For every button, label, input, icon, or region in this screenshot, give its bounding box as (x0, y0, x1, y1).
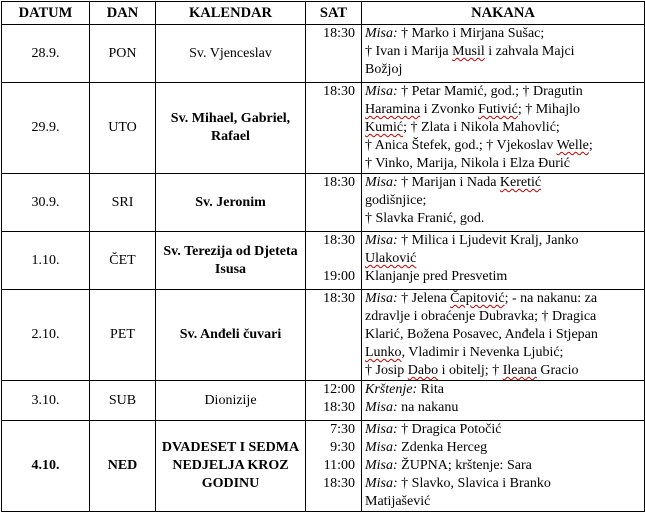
nakana-line (365, 137, 642, 155)
mass-time: 18:30 (323, 476, 355, 491)
schedule-body (2, 25, 645, 512)
service-label: Misa: (365, 458, 398, 473)
nakana-line (365, 439, 642, 457)
nakana-line (365, 25, 642, 43)
sat-cell (306, 290, 362, 381)
mass-time: 11:00 (323, 458, 355, 473)
intention-text: ; - na nakanu: za (504, 291, 598, 306)
nakana-cell (362, 174, 645, 232)
header-row (2, 2, 645, 25)
sat-cell (306, 25, 362, 83)
intention-text: ; † Mihajlo (517, 102, 581, 117)
intention-text: Zdenka Herceg (397, 440, 488, 455)
header-kalendar: KALENDAR (156, 2, 306, 25)
intention-text: Klanjanje pred Presvetim (365, 269, 508, 284)
datum-cell: 3.10. (2, 381, 90, 421)
nakana-line (365, 268, 642, 286)
header-sat: SAT (306, 2, 362, 25)
service-label: Misa: (365, 233, 398, 248)
kalendar-cell: Sv. Terezija od Djeteta Isusa (156, 232, 306, 290)
intention-text: Božjoj (365, 62, 403, 77)
nakana-cell (362, 290, 645, 381)
table-row (2, 421, 645, 512)
nakana-line (365, 326, 642, 344)
dan-cell: PON (90, 25, 156, 83)
sat-cell (306, 83, 362, 174)
datum-cell: 1.10. (2, 232, 90, 290)
intention-text: † Vinko, Marija, Nikola i Elza Đurić (365, 156, 570, 171)
intention-text: ; (588, 138, 593, 153)
table-row (2, 83, 645, 174)
service-label: Misa: (365, 175, 398, 190)
header-dan: DAN (90, 2, 156, 25)
mass-time (309, 250, 355, 268)
table-row (2, 381, 645, 421)
nakana-line (365, 344, 642, 362)
nakana-cell (362, 232, 645, 290)
datum-cell: 2.10. (2, 290, 90, 381)
header-datum: DATUM (2, 2, 90, 25)
dan-cell: SRI (90, 174, 156, 232)
kalendar-cell: Sv. Mihael, Gabriel, Rafael (156, 83, 306, 174)
mass-time: 9:30 (330, 440, 355, 455)
header-nakana: NAKANA (362, 2, 645, 25)
table-row (2, 25, 645, 83)
service-label: Misa: (365, 440, 398, 455)
intention-text: i zahvala Majci (484, 44, 575, 59)
nakana-line (365, 61, 642, 79)
nakana-line (365, 43, 642, 61)
kalendar-cell: Sv. Jeronim (156, 174, 306, 232)
nakana-line (365, 83, 642, 101)
nakana-line (365, 308, 642, 326)
mass-time: 12:00 (323, 382, 355, 397)
intention-text: Welle (556, 138, 589, 153)
dan-cell: NED (90, 421, 156, 512)
intention-text: Čapitović (450, 291, 505, 306)
intention-text: † Slavka Franić, god. (365, 211, 485, 226)
mass-time: 19:00 (323, 269, 355, 284)
mass-time: 18:30 (323, 175, 355, 190)
nakana-line (365, 362, 642, 380)
datum-cell: 30.9. (2, 174, 90, 232)
dan-cell: UTO (90, 83, 156, 174)
sat-cell (306, 381, 362, 421)
dan-cell: PET (90, 290, 156, 381)
kalendar-cell: Sv. Anđeli čuvari (156, 290, 306, 381)
datum-cell: 4.10. (2, 421, 90, 512)
service-label: Misa: (365, 400, 398, 415)
intention-text: na nakanu (397, 400, 459, 415)
nakana-line (365, 174, 642, 192)
intention-text: i Zvonko (420, 102, 479, 117)
nakana-line (365, 192, 642, 210)
intention-text: † Marko i Mirjana Sušac; (397, 26, 545, 41)
sat-cell (306, 174, 362, 232)
service-label: Krštenje: (365, 382, 418, 397)
mass-time: 18:30 (323, 26, 355, 41)
kalendar-cell: Dionizije (156, 381, 306, 421)
intention-text: † Ivan i Marija (365, 44, 453, 59)
nakana-cell (362, 381, 645, 421)
intention-text: ; † Zlata i Nikola Mahovlić; (403, 120, 560, 135)
intention-text: Keretić (499, 175, 542, 190)
intention-text: zdravlje i obraćenje Dubravka; † Dragica (365, 309, 597, 324)
intention-text: , Vladimir i Nevenka Ljubić; (401, 345, 564, 360)
nakana-line (365, 493, 642, 511)
mass-time: 18:30 (323, 400, 355, 415)
nakana-cell (362, 25, 645, 83)
nakana-line (365, 381, 642, 399)
service-label: Misa: (365, 476, 398, 491)
sat-cell (306, 421, 362, 512)
mass-time: 18:30 (323, 291, 355, 306)
nakana-line (365, 119, 642, 137)
kalendar-cell: Sv. Vjenceslav (156, 25, 306, 83)
service-label: Misa: (365, 291, 398, 306)
mass-time: 18:30 (323, 84, 355, 99)
intention-text: † Marijan i Nada (397, 175, 500, 190)
dan-cell: ČET (90, 232, 156, 290)
intention-text: Ileana (502, 363, 537, 378)
mass-time: 7:30 (330, 422, 355, 437)
table-row (2, 232, 645, 290)
mass-time: 18:30 (323, 233, 355, 248)
nakana-line (365, 457, 642, 475)
intention-text: Kumić (365, 120, 404, 135)
datum-cell: 28.9. (2, 25, 90, 83)
intention-text: Rita (417, 382, 444, 397)
mass-schedule-table (1, 1, 645, 512)
intention-text: Gracio (536, 363, 579, 378)
intention-text: Matijašević (365, 494, 431, 509)
service-label: Misa: (365, 84, 398, 99)
nakana-line (365, 210, 642, 228)
intention-text: Lunko (365, 345, 402, 360)
nakana-line (365, 250, 642, 268)
intention-text: Dabo (407, 363, 439, 378)
nakana-line (365, 155, 642, 173)
table-row (2, 290, 645, 381)
kalendar-cell: DVADESET I SEDMA NEDJELJA KROZ GODINU (156, 421, 306, 512)
nakana-line (365, 475, 642, 493)
table-row (2, 174, 645, 232)
intention-text: † Anica Štefek, god.; † Vjekoslav (365, 138, 557, 153)
intention-text: Ulaković (365, 251, 417, 266)
service-label: Misa: (365, 422, 398, 437)
intention-text: † Jelena (397, 291, 451, 306)
intention-text: † Petar Mamić, god.; † Dragutin (397, 84, 583, 99)
nakana-line (365, 101, 642, 119)
intention-text: Klarić, Božena Posavec, Anđela i Stjepan (365, 327, 598, 342)
intention-text: † Josip (365, 363, 408, 378)
intention-text: Haramina (365, 102, 421, 117)
datum-cell: 29.9. (2, 83, 90, 174)
intention-text: † Milica i Ljudevit Kralj, Janko (397, 233, 579, 248)
service-label: Misa: (365, 26, 398, 41)
nakana-line (365, 399, 642, 417)
intention-text: i obitelj; † (438, 363, 503, 378)
sat-cell (306, 232, 362, 290)
intention-text: ŽUPNA; krštenje: Sara (397, 458, 532, 473)
dan-cell: SUB (90, 381, 156, 421)
nakana-line (365, 232, 642, 250)
intention-text: Musil (452, 44, 485, 59)
nakana-line (365, 421, 642, 439)
nakana-cell (362, 83, 645, 174)
intention-text: † Dragica Potočić (397, 422, 502, 437)
intention-text: godišnjice; (365, 193, 427, 208)
intention-text: Futivić (478, 102, 518, 117)
intention-text: † Slavko, Slavica i Branko (397, 476, 551, 491)
nakana-cell (362, 421, 645, 512)
nakana-line (365, 290, 642, 308)
